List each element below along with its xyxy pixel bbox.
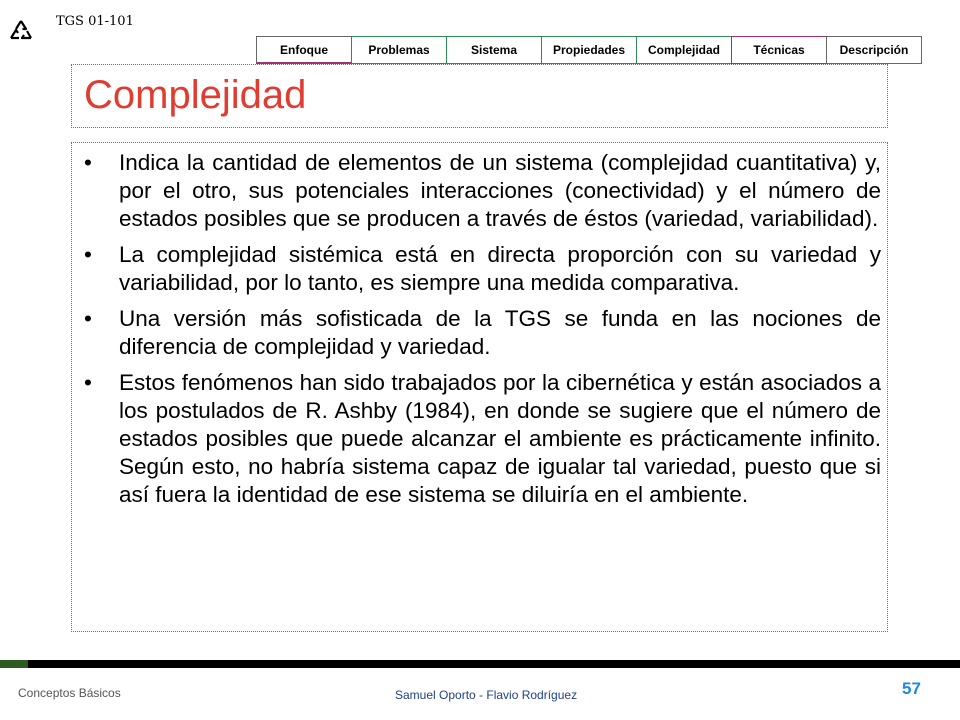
- tab-enfoque[interactable]: Enfoque: [256, 36, 352, 64]
- bullet-text: Indica la cantidad de elementos de un sistema (complejidad cuantitativa) y, por el otro, sus potenciales interacciones (conectividad) y el número de estados posibles que se producen a través de éstos (variedad, variabilidad).: [119, 150, 881, 231]
- tab-complejidad[interactable]: Complejidad: [636, 36, 732, 64]
- course-code: TGS 01-101: [56, 14, 134, 29]
- bullet-icon: •: [84, 370, 92, 395]
- bullet-text: Estos fenómenos han sido trabajados por la cibernética y están asociados a los postulados de R. Ashby (1984), en donde se sugiere que el número de estados posibles que puede alcanzar el ambiente es prácticamente infinito. Según esto, no habría sistema capaz de igualar tal variedad, puesto que si así fuera la identidad de ese sistema se diluiría en el ambiente.: [119, 370, 881, 507]
- tab-problemas[interactable]: Problemas: [351, 36, 447, 64]
- tab-tecnicas[interactable]: Técnicas: [731, 36, 827, 64]
- content-box: [71, 142, 888, 632]
- recycle-icon: [8, 18, 34, 44]
- footer-accent: [0, 660, 28, 668]
- page-title: Complejidad: [84, 73, 307, 117]
- bullet-icon: •: [84, 306, 92, 331]
- tab-descripcion[interactable]: Descripción: [826, 36, 922, 64]
- footer-authors: Samuel Oporto - Flavio Rodríguez: [395, 688, 578, 702]
- list-item: [84, 305, 881, 361]
- footer-divider: [0, 660, 960, 668]
- bullet-icon: •: [84, 242, 92, 267]
- section-nav: [256, 36, 922, 64]
- bullet-text: Una versión más sofisticada de la TGS se funda en las nociones de diferencia de complejidad y variedad.: [119, 306, 881, 359]
- list-item: [84, 369, 881, 509]
- bullet-text: La complejidad sistémica está en directa proporción con su variedad y variabilidad, por lo tanto, es siempre una medida comparativa.: [119, 242, 881, 295]
- tab-propiedades[interactable]: Propiedades: [541, 36, 637, 64]
- list-item: [84, 241, 881, 297]
- tab-sistema[interactable]: Sistema: [446, 36, 542, 64]
- bullet-icon: •: [84, 150, 92, 175]
- title-box: [71, 64, 888, 128]
- bullet-list: [84, 149, 881, 517]
- list-item: [84, 149, 881, 233]
- footer-section-label: Conceptos Básicos: [18, 686, 121, 700]
- page-number: 57: [902, 679, 921, 698]
